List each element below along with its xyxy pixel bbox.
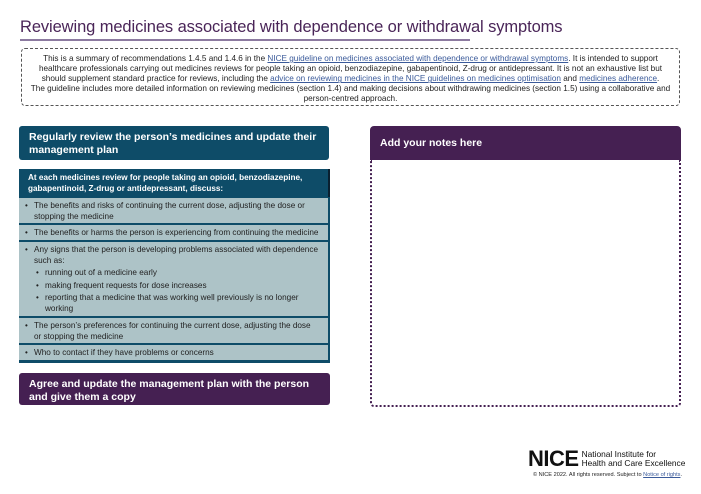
copyright-text: © NICE 2022. All rights reserved. Subject to	[533, 472, 644, 478]
copyright	[533, 472, 682, 478]
copyright-end: .	[680, 472, 683, 478]
intro-text: The guideline includes more detailed information on reviewing medicines (section 1.4) and making decisions about withdrawing medicines (section 1.5) using a collaborative and person-centred approach.	[30, 84, 671, 104]
notes-panel	[370, 126, 681, 407]
medicines-adherence-link[interactable]: medicines adherence	[579, 74, 658, 84]
sub-list-item: • reporting that a medicine that was working well previously is no longer working	[34, 293, 320, 314]
page-title: Reviewing medicines associated with dependence or withdrawal symptoms	[20, 18, 470, 41]
list-item: • The benefits and risks of continuing the current dose, adjusting the dose or stopping the medicine	[19, 198, 328, 223]
logo-mark: NICE	[528, 446, 579, 471]
list-item	[19, 242, 328, 316]
sub-list-item: • running out of a medicine early	[34, 268, 320, 279]
list-item: • Who to contact if they have problems or concerns	[19, 345, 328, 360]
notes-area[interactable]	[370, 160, 681, 407]
logo-text	[582, 450, 686, 468]
list-item: • The benefits or harms the person is experiencing from continuing the medicine	[19, 225, 328, 240]
discuss-header: At each medicines review for people taking an opioid, benzodiazepine, gabapentinoid, Z-drug or antidepressant, discuss:	[19, 169, 330, 197]
logo-line: Health and Care Excellence	[581, 458, 686, 468]
intro-box	[21, 48, 680, 106]
intro-text: . It is intended to support healthcare professionals carrying out medicines reviews for people taking an opioid, benzodiazepine, gabapentinoid, Z-drug or antidepressant. It is not an exhaustive list but should supplement standard practice for reviews, including the	[38, 54, 663, 84]
agree-header: Agree and update the management plan with the person and give them a copy	[19, 373, 330, 405]
medicines-optimisation-link[interactable]: advice on reviewing medicines in the NICE guidelines on medicines optimisation	[270, 74, 561, 84]
sub-list-item: • making frequent requests for dose increases	[34, 281, 320, 292]
notes-header: Add your notes here	[370, 126, 681, 160]
list-item-text: Any signs that the person is developing problems associated with dependence such as:	[34, 245, 319, 265]
nice-logo	[528, 446, 686, 471]
guideline-link[interactable]: NICE guideline on medicines associated with dependence or withdrawal symptoms	[267, 54, 569, 63]
intro-text: and	[560, 74, 580, 84]
discuss-list	[19, 169, 330, 363]
review-header: Regularly review the person’s medicines and update their management plan	[19, 126, 329, 160]
list-item: • The person’s preferences for continuing the current dose, adjusting the dose or stopping the medicine	[19, 318, 328, 343]
notice-of-rights-link[interactable]: Notice of rights	[643, 472, 681, 478]
logo-line: National Institute for	[581, 449, 657, 459]
intro-text: This is a summary of recommendations 1.4.5 and 1.4.6 in the	[43, 54, 268, 63]
intro-text: .	[657, 74, 660, 84]
